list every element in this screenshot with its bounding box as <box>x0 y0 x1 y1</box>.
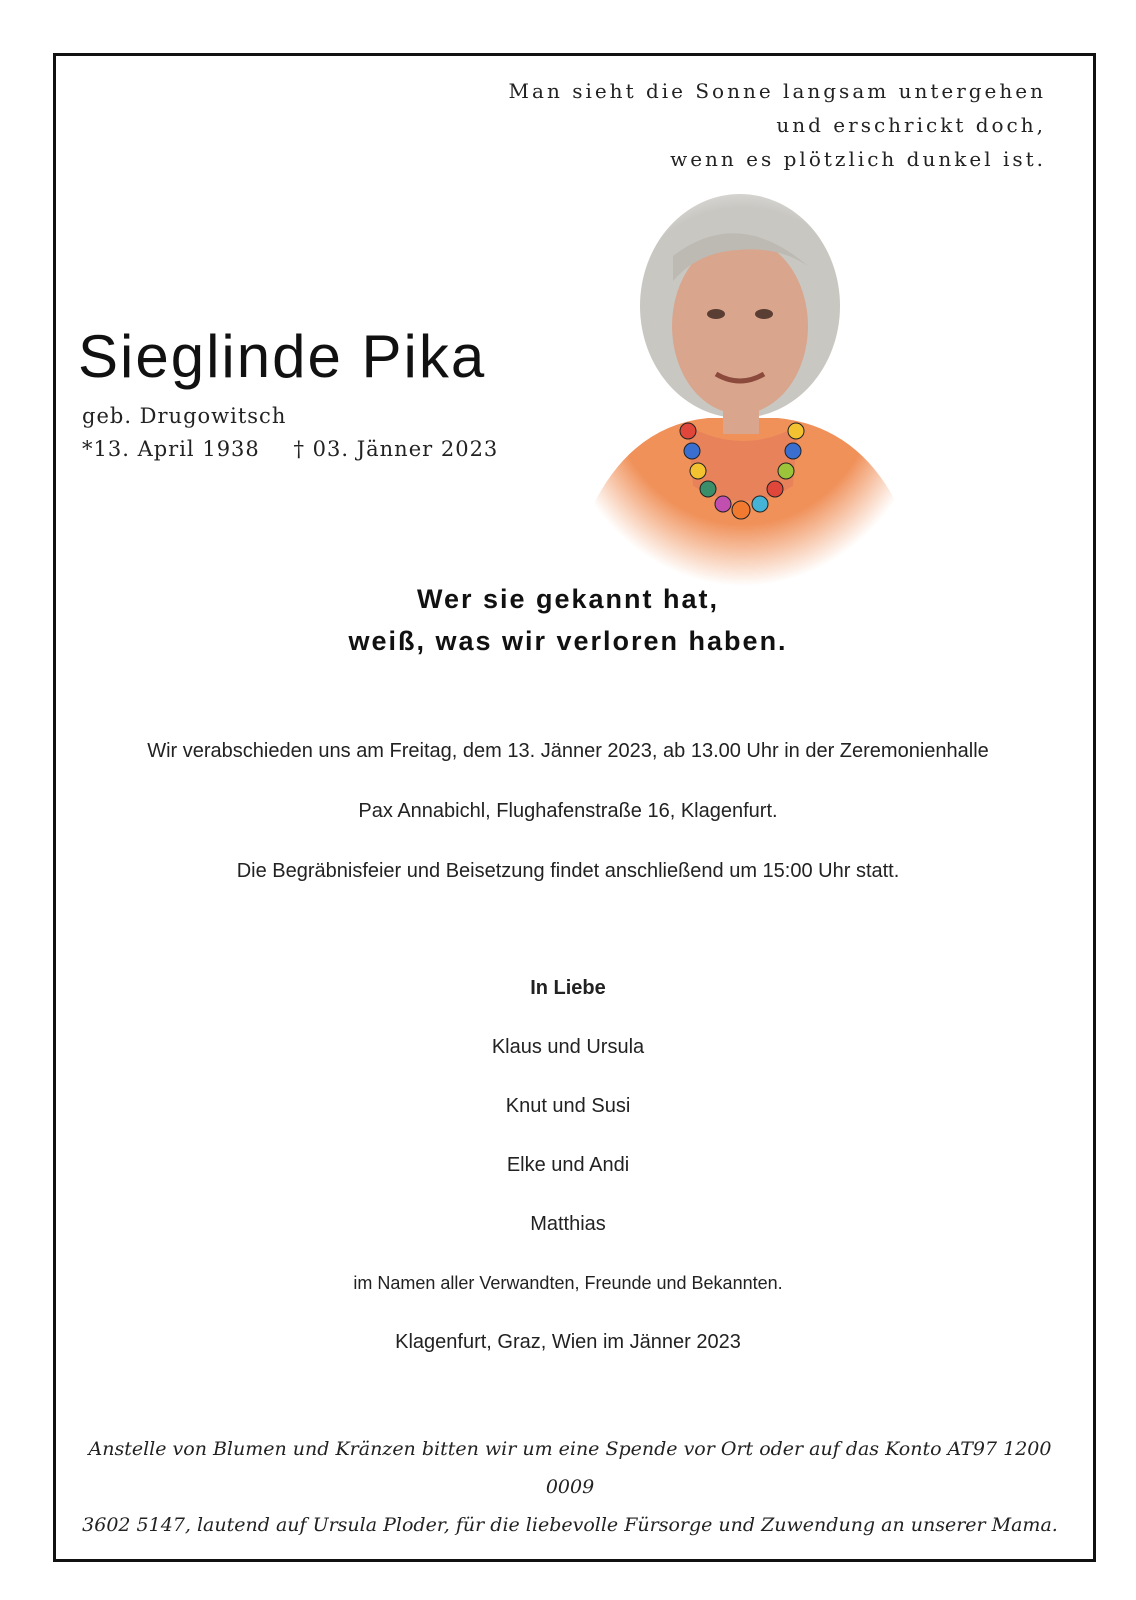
deceased-name: Sieglinde Pika <box>78 323 487 390</box>
death-date: † 03. Jänner 2023 <box>293 437 499 461</box>
portrait-photo <box>568 186 918 586</box>
quote-line: weiß, was wir verloren haben. <box>348 626 788 656</box>
mourners-section <box>0 970 1136 1383</box>
mourners-heading: In Liebe <box>530 977 606 999</box>
quote-line: Wer sie gekannt hat, <box>416 584 720 614</box>
ceremony-line: Pax Annabichl, Flughafenstraße 16, Klagenfurt. <box>358 800 778 822</box>
life-dates <box>82 437 498 461</box>
poem <box>486 74 1046 176</box>
donation-note <box>80 1430 1060 1544</box>
mourner-name: Klaus und Ursula <box>491 1036 645 1058</box>
born-name: geb. Drugowitsch <box>82 404 287 428</box>
donation-line: Anstelle von Blumen und Kränzen bitten wir um eine Spende vor Ort oder auf das Konto AT97 1200 0009 <box>88 1438 1052 1498</box>
ceremony-details <box>0 733 1136 913</box>
mourner-name: Knut und Susi <box>505 1095 631 1117</box>
ceremony-line: Die Begräbnisfeier und Beisetzung findet anschließend um 15:00 Uhr statt. <box>236 860 900 882</box>
birth-date: *13. April 1938 <box>82 437 260 461</box>
mourner-name: Elke und Andi <box>506 1154 630 1176</box>
donation-line: 3602 5147, lautend auf Ursula Ploder, für die liebevolle Fürsorge und Zuwendung an unserer Mama. <box>82 1514 1058 1536</box>
poem-line: wenn es plötzlich dunkel ist. <box>670 147 1046 171</box>
ceremony-line: Wir verabschieden uns am Freitag, dem 13. Jänner 2023, ab 13.00 Uhr in der Zeremonienhalle <box>147 740 989 762</box>
place-date: Klagenfurt, Graz, Wien im Jänner 2023 <box>395 1331 741 1353</box>
memorial-quote <box>0 578 1136 662</box>
on-behalf-line: im Namen aller Verwandten, Freunde und Bekannten. <box>353 1273 783 1293</box>
mourner-name: Matthias <box>530 1213 606 1235</box>
poem-line: und erschrickt doch, <box>776 113 1046 137</box>
poem-line: Man sieht die Sonne langsam untergehen <box>508 79 1046 103</box>
